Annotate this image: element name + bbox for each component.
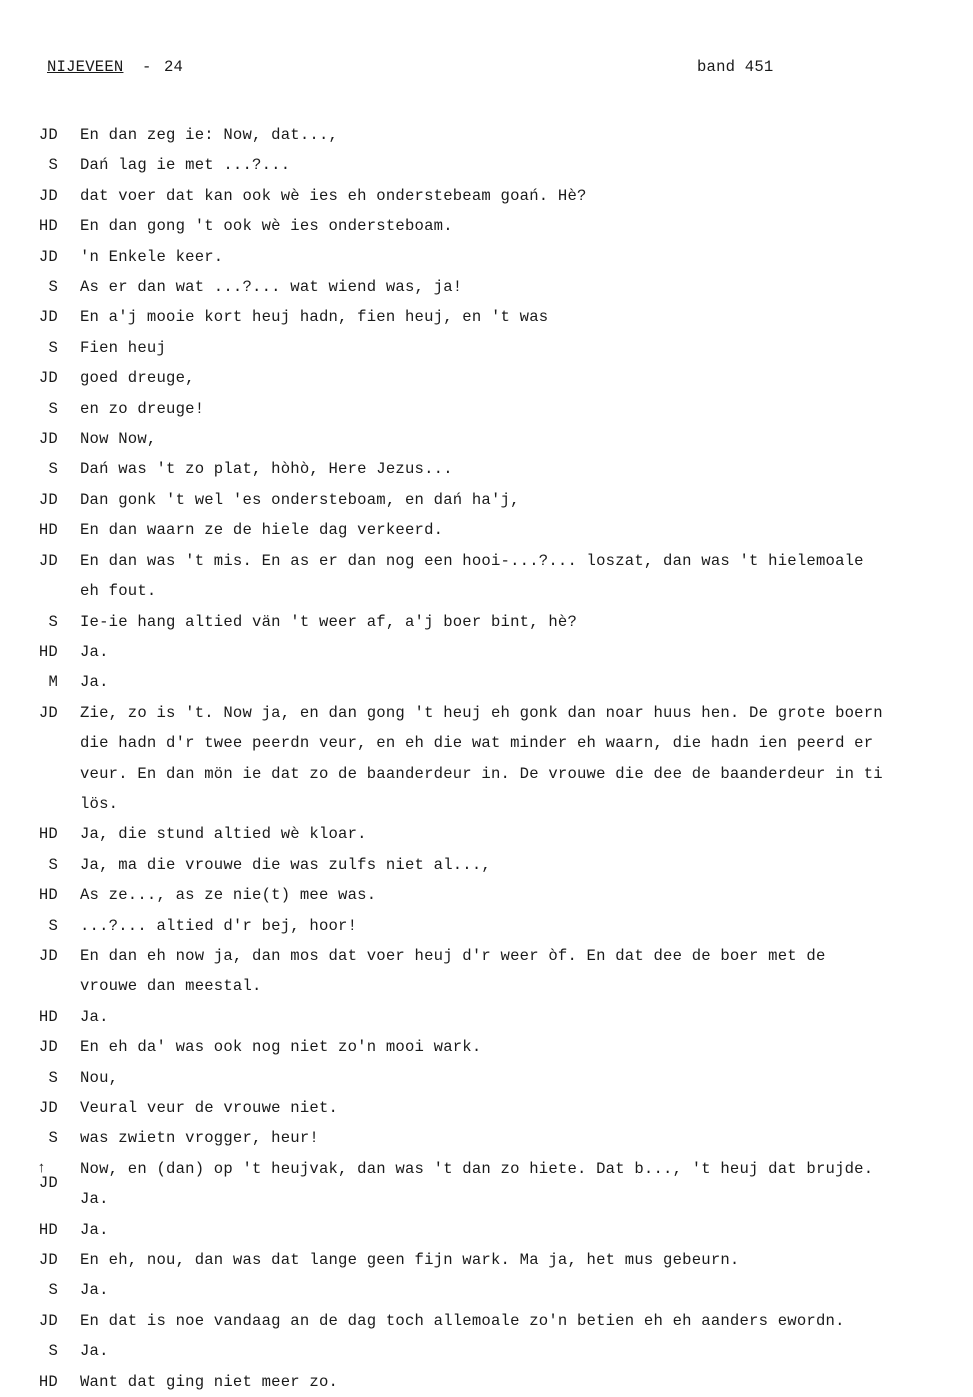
utterance-line: Dan gonk 't wel 'es ondersteboam, en dań ha'j, [80,490,520,509]
utterance-text [80,272,973,302]
transcript-line [0,607,973,637]
utterance-line: ...?... altied d'r bej, hoor! [80,916,358,935]
transcript-line [0,850,973,880]
speaker-label: S [48,460,58,479]
transcript-line [0,150,973,180]
speaker-label: S [48,1342,58,1361]
utterance-line: Ja. [80,1342,109,1361]
utterance-text [80,1336,973,1366]
transcript-line [0,1063,973,1093]
transcript-line [0,211,973,241]
utterance-text [80,454,973,484]
utterance-text [80,1154,973,1215]
header-dash: - [142,58,152,76]
utterance-text [80,850,973,880]
utterance-text [80,546,973,607]
utterance-line: Dań was 't zo plat, hòhò, Here Jezus... [80,460,453,479]
transcript-line [0,1245,973,1275]
utterance-text [80,1123,973,1153]
speaker-label: JD [38,186,58,205]
utterance-text [80,911,973,941]
speaker-label: JD [38,247,58,266]
utterance-line: Now Now, [80,430,157,449]
utterance-line: eh fout. [80,582,157,601]
utterance-text [80,607,973,637]
speaker-label: S [48,399,58,418]
document-title: NIJEVEEN [47,58,124,76]
utterance-line: Ja. [80,1190,109,1209]
transcript-line [0,637,973,667]
speaker-label: HD [38,825,58,844]
speaker-label: JD [38,308,58,327]
transcript-line [0,1123,973,1153]
speaker-label: JD [38,1099,58,1117]
speaker-label: JD [38,703,58,722]
utterance-text [80,424,973,454]
utterance-line: As er dan wat ...?... wat wiend was, ja! [80,278,463,297]
speaker-label: S [48,1281,58,1300]
utterance-text [80,515,973,545]
speaker-label: S [48,156,58,175]
utterance-line: Dań lag ie met ...?... [80,156,291,175]
utterance-line: Fien heuj [80,338,167,357]
utterance-line: En eh da' was ook nog niet zo'n mooi wark. [80,1038,482,1057]
transcript-line [0,485,973,515]
transcript-line [0,546,973,607]
utterance-text [80,637,973,667]
utterance-line: veur. En dan mön ie dat zo de baanderdeur in. De vrouwe die dee de baanderdeur in ti [80,764,883,783]
transcript-line [0,1154,973,1215]
speaker-label: S [48,278,58,297]
utterance-line: En dan zeg ie: Now, dat..., [80,126,339,144]
utterance-line: Want dat ging niet meer zo. [80,1372,339,1391]
transcript-line [0,911,973,941]
utterance-text [80,1306,973,1336]
utterance-text [80,1002,973,1032]
speaker-label: S [48,1129,58,1148]
speaker-label: S [48,612,58,631]
utterance-text [80,150,973,180]
utterance-text [80,880,973,910]
utterance-line: As ze..., as ze nie(t) mee was. [80,886,377,905]
transcript-line [0,272,973,302]
utterance-text [80,1367,973,1397]
transcript-line [0,1215,973,1245]
transcript-line [0,424,973,454]
utterance-line: vrouwe dan meestal. [80,977,262,996]
transcript-line [0,941,973,1002]
utterance-text [80,1063,973,1093]
utterance-line: dat voer dat kan ook wè ies eh onderstebeam goań. Hè? [80,186,587,205]
utterance-text [80,1032,973,1062]
utterance-text [80,698,973,820]
utterance-line: En dan was 't mis. En as er dan nog een hooi-...?... loszat, dan was 't hielemoale [80,551,864,570]
utterance-line: Ja, ma die vrouwe die was zulfs niet al..., [80,855,491,874]
transcript-line [0,819,973,849]
speaker-label: JD [38,946,58,965]
transcript-line [0,1336,973,1366]
transcript-line [0,667,973,697]
speaker-label: JD [38,430,58,449]
transcript-line [0,333,973,363]
utterance-line: Ie-ie hang altied vän 't weer af, a'j boer bint, hè? [80,612,578,631]
transcript-line [0,698,973,820]
utterance-line: Ja. [80,1007,109,1026]
utterance-line: Ja. [80,673,109,692]
utterance-line: was zwietn vrogger, heur! [80,1129,319,1148]
utterance-line: 'n Enkele keer. [80,247,224,266]
utterance-text [80,667,973,697]
transcript-line [0,880,973,910]
speaker-label: HD [38,1372,58,1391]
transcript-line [0,302,973,332]
speaker-label: S [48,855,58,874]
utterance-line: en zo dreuge! [80,399,205,418]
speaker-label: S [48,916,58,935]
transcript-line [0,1275,973,1305]
utterance-line: Nou, [80,1068,119,1087]
transcript-line [0,394,973,424]
utterance-text [80,1245,973,1275]
utterance-text [80,1093,973,1123]
utterance-text [80,363,973,393]
utterance-line: En dat is noe vandaag an de dag toch allemoale zo'n betien eh eh aanders ewordn. [80,1311,845,1330]
utterance-line: goed dreuge, [80,369,195,388]
utterance-text [80,819,973,849]
utterance-line: Ja. [80,642,109,661]
page-header [47,58,951,80]
utterance-line: En dan gong 't ook wè ies ondersteboam. [80,217,453,236]
speaker-label: JD [38,1173,58,1192]
up-arrow-icon: ↑ [37,1159,47,1177]
band-label: band 451 [697,58,774,76]
speaker-label: JD [38,1311,58,1330]
speaker-label: S [48,338,58,357]
speaker-label: HD [38,521,58,540]
speaker-label: S [48,1068,58,1087]
speaker-label: JD [38,369,58,388]
transcript-line [0,181,973,211]
utterance-line: Ja, die stund altied wè kloar. [80,825,367,844]
utterance-line: En dan waarn ze de hiele dag verkeerd. [80,521,444,540]
utterance-text [80,1215,973,1245]
transcript-line [0,363,973,393]
transcript-line [0,1032,973,1062]
speaker-label: JD [38,490,58,509]
utterance-text [80,302,973,332]
utterance-text [80,485,973,515]
speaker-label: HD [38,1220,58,1239]
utterance-line: En eh, nou, dan was dat lange geen fijn wark. Ma ja, het mus gebeurn. [80,1251,740,1270]
utterance-text [80,242,973,272]
transcript-line [0,454,973,484]
speaker-label: JD [38,126,58,144]
speaker-label: HD [38,642,58,661]
transcript-line [0,1093,973,1123]
transcript-line [0,515,973,545]
transcript-line [0,242,973,272]
utterance-line: Ja. [80,1220,109,1239]
utterance-line: die hadn d'r twee peerdn veur, en eh die wat minder eh waarn, die hadn ien peerd er [80,734,874,753]
utterance-line: En a'j mooie kort heuj hadn, fien heuj, en 't was [80,308,549,327]
utterance-text [80,333,973,363]
speaker-label: JD [38,1251,58,1270]
transcript-line [0,1306,973,1336]
utterance-line: En dan eh now ja, dan mos dat voer heuj d'r weer òf. En dat dee de boer met de [80,946,826,965]
utterance-line: Ja. [80,1281,109,1300]
speaker-label: JD [38,551,58,570]
transcript-line [0,1002,973,1032]
utterance-text [80,941,973,1002]
utterance-line: Now, en (dan) op 't heujvak, dan was 't dan zo hiete. Dat b..., 't heuj dat brujde. [80,1159,874,1178]
transcript [0,120,973,1397]
utterance-line: Zie, zo is 't. Now ja, en dan gong 't heuj eh gonk dan noar huus hen. De grote boern [80,703,883,722]
speaker-label: JD [38,1038,58,1057]
utterance-text [80,120,973,150]
utterance-text [80,181,973,211]
speaker-label: HD [38,217,58,236]
transcript-line [0,1367,973,1397]
utterance-text [80,394,973,424]
utterance-line: lös. [80,794,119,813]
utterance-line: Veural veur de vrouwe niet. [80,1099,339,1117]
speaker-label: M [48,673,58,692]
utterance-text [80,211,973,241]
utterance-text [80,1275,973,1305]
speaker-label: HD [38,1007,58,1026]
speaker-label: HD [38,886,58,905]
page-number: 24 [164,58,184,76]
transcript-line [0,120,973,150]
